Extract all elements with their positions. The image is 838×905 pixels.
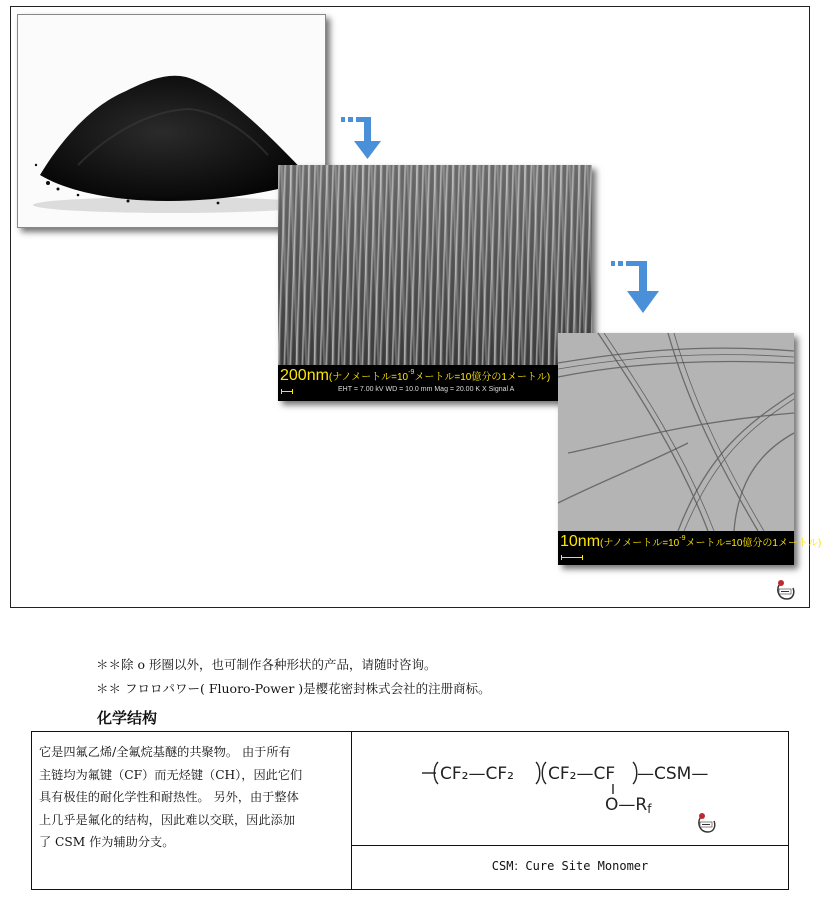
section-heading: 化学结构 xyxy=(97,709,158,727)
end-group: —CSM— xyxy=(637,764,709,784)
company-logo-icon xyxy=(773,577,797,603)
description-line: 上几乎是氟化的结构，因此难以交联，因此添加 xyxy=(39,812,295,827)
formula-cell xyxy=(352,732,788,846)
tem-nanotube-texture xyxy=(558,333,794,531)
company-logo-icon xyxy=(699,813,715,832)
tem-scale-value: 10nm xyxy=(560,533,601,550)
side-chain xyxy=(605,795,652,816)
structure-table xyxy=(31,731,789,890)
description-text xyxy=(39,741,343,854)
sem-scale-exp: -9 xyxy=(408,369,415,376)
side-chain-sub: f xyxy=(647,802,652,816)
sem-scale-value: 200nm xyxy=(280,367,329,384)
figure-frame xyxy=(10,6,822,608)
tem-scale-label xyxy=(560,533,821,551)
description-line: 具有极佳的耐化学性和耐热性。 另外，由于整体 xyxy=(39,790,299,804)
description-line: 它是四氟乙烯/全氟烷基醚的共聚物。 由于所有 xyxy=(39,745,291,759)
down-arrow-icon xyxy=(341,113,389,165)
tem-scale-exp: -9 xyxy=(679,535,686,542)
down-arrow-icon xyxy=(611,257,667,319)
nanotube-strands-image xyxy=(558,333,794,531)
description-line: 了 CSM 作为辅助分支。 xyxy=(39,835,175,849)
nanofiber-texture xyxy=(278,165,592,365)
tem-scale-bar xyxy=(558,531,822,565)
tem-scale-note-close: メートル=10億分の1メートル) xyxy=(685,538,822,549)
csm-definition-cell: CSM：Cure Site Monomer xyxy=(491,859,649,873)
sem-info: EHT = 7.00 kV WD = 10.0 mm Mag = 20.00 K X Signal A xyxy=(338,386,515,393)
sem-scale-note-close: メートル=10億分の1メートル) xyxy=(414,372,551,383)
side-chain-main: O—R xyxy=(605,795,648,815)
tem-image xyxy=(558,333,822,565)
sem-scale-label xyxy=(280,367,550,385)
description-cell xyxy=(32,732,352,889)
description-line: 主链均为氟键（CF）而无烃键（CH），因此它们 xyxy=(39,767,303,782)
sem-scale-tick xyxy=(281,389,293,394)
tem-scale-tick xyxy=(561,555,583,560)
structural-formula xyxy=(352,732,788,844)
tem-scale-note-open: (ナノメートル=10 xyxy=(600,538,680,549)
note-trademark: ＊＊ フロロパワー( Fluoro-Power )是樱花密封株式会社的注册商标。 xyxy=(96,681,491,696)
sem-scale-bar xyxy=(278,365,592,401)
repeat-unit-2: CF₂—CF xyxy=(548,764,616,784)
sem-image xyxy=(278,165,592,401)
sem-scale-note-open: (ナノメートル=10 xyxy=(328,372,409,383)
note-shape: ＊＊除 o 形圈以外，也可制作各种形状的产品，请随时咨询。 xyxy=(96,657,437,672)
repeat-unit-1: CF₂—CF₂ xyxy=(440,764,514,784)
